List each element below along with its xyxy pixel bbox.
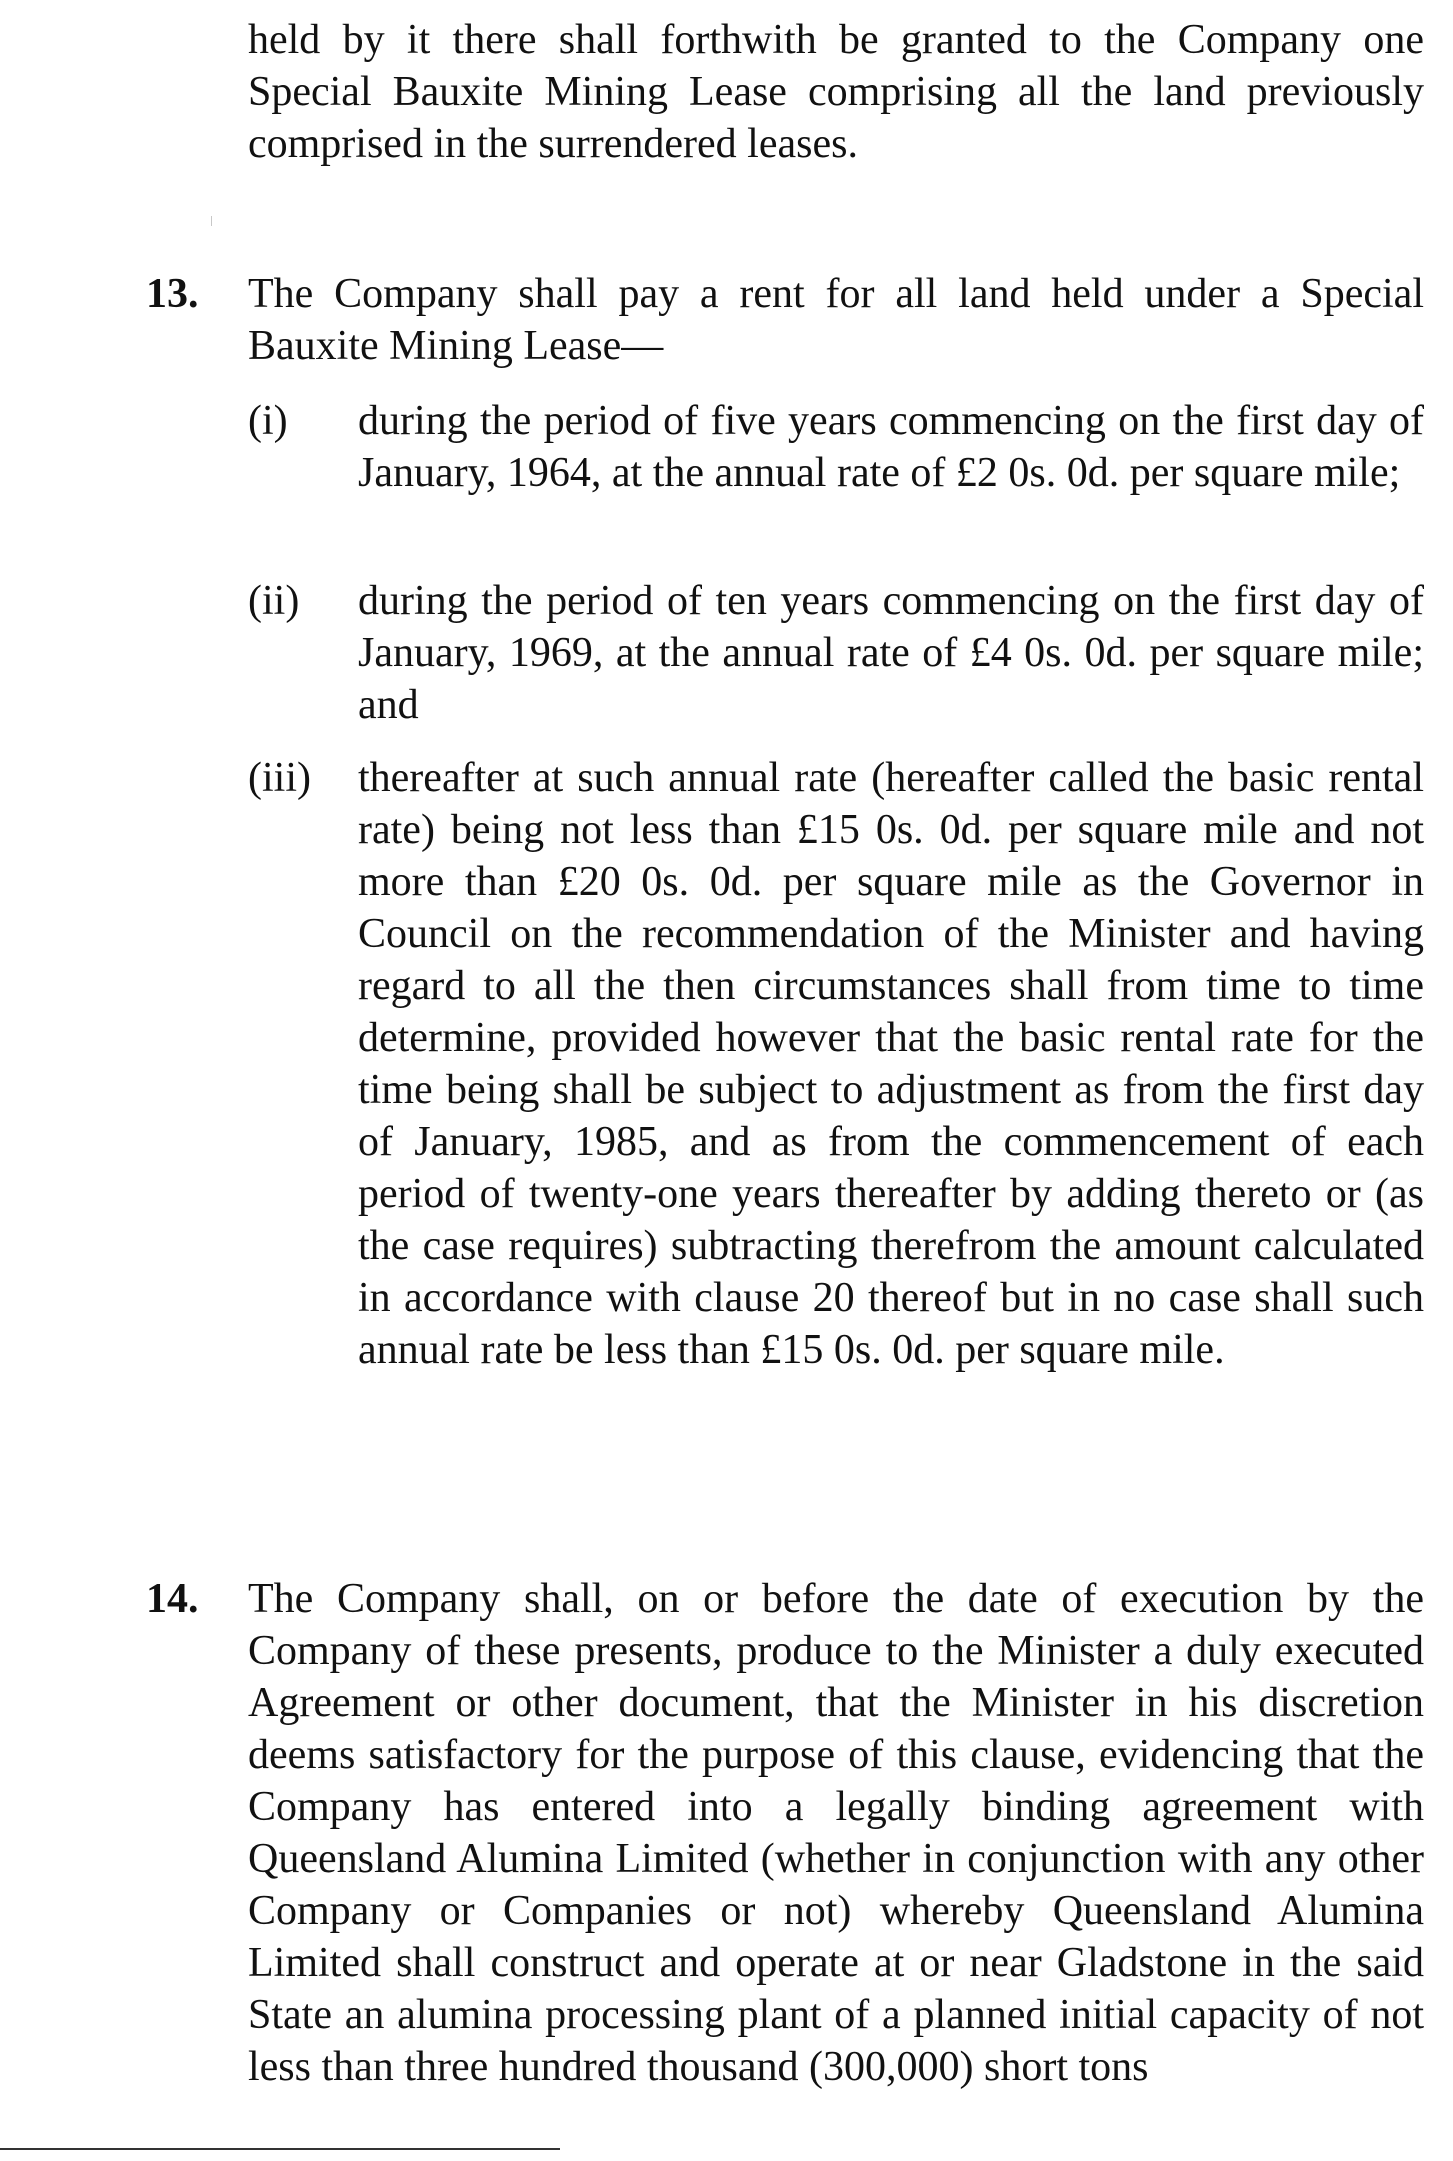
clause-14-number: 14. xyxy=(146,1576,199,1622)
clause-14-text: The Company shall, on or before the date of execution by the Company of these presents, produce to the Minister a duly executed Agreement or other document, that the Minister in his discretion deems satisfactory for the purpose of this clause, evidencing that the Company has entered into a legally binding agreement with Queensland Alumina Limited (whether in conjunction with any other Company or Companies or not) whereby Queensland Alumina Limited shall construct and operate at or near Gladstone in the said State an alumina processing plant of a planned initial capacity of not less than three hundred thousand (300,000) short tons xyxy=(248,1576,1424,2090)
clause-13-item-i-text: during the period of five years commencing on the first day of January, 1964, at the annual rate of £2 0s. 0d. per square mile; xyxy=(358,398,1424,496)
footer-rule xyxy=(0,2148,560,2150)
clause-13-item-ii-label: (ii) xyxy=(248,578,300,624)
clause-13-intro: The Company shall pay a rent for all land held under a Special Bauxite Mining Lease— xyxy=(248,271,1424,369)
clause-13-item-i-label: (i) xyxy=(248,398,288,444)
clause-13-item-iii-label: (iii) xyxy=(248,755,311,801)
scan-mark xyxy=(211,216,212,226)
clause-13-number: 13. xyxy=(146,271,199,317)
continuation-paragraph: held by it there shall forthwith be granted to the Company one Special Bauxite Mining Lease comprising all the land previously comprised in the surrendered leases. xyxy=(248,17,1424,167)
clause-13-item-ii-text: during the period of ten years commencing on the first day of January, 1969, at the annual rate of £4 0s. 0d. per square mile; and xyxy=(358,578,1424,728)
clause-13-item-iii-text: thereafter at such annual rate (hereafter called the basic rental rate) being not less than £15 0s. 0d. per square mile and not more than £20 0s. 0d. per square mile as the Governor in Council on the recommendation of the Minister and having regard to all the then circumstances shall from time to time determine, provided however that the basic rental rate for the time being shall be subject to adjustment as from the first day of January, 1985, and as from the commencement of each period of twenty-one years thereafter by adding thereto or (as the case requires) subtracting therefrom the amount calculated in accordance with clause 20 thereof but in no case shall such annual rate be less than £15 0s. 0d. per square mile. xyxy=(358,755,1424,1373)
